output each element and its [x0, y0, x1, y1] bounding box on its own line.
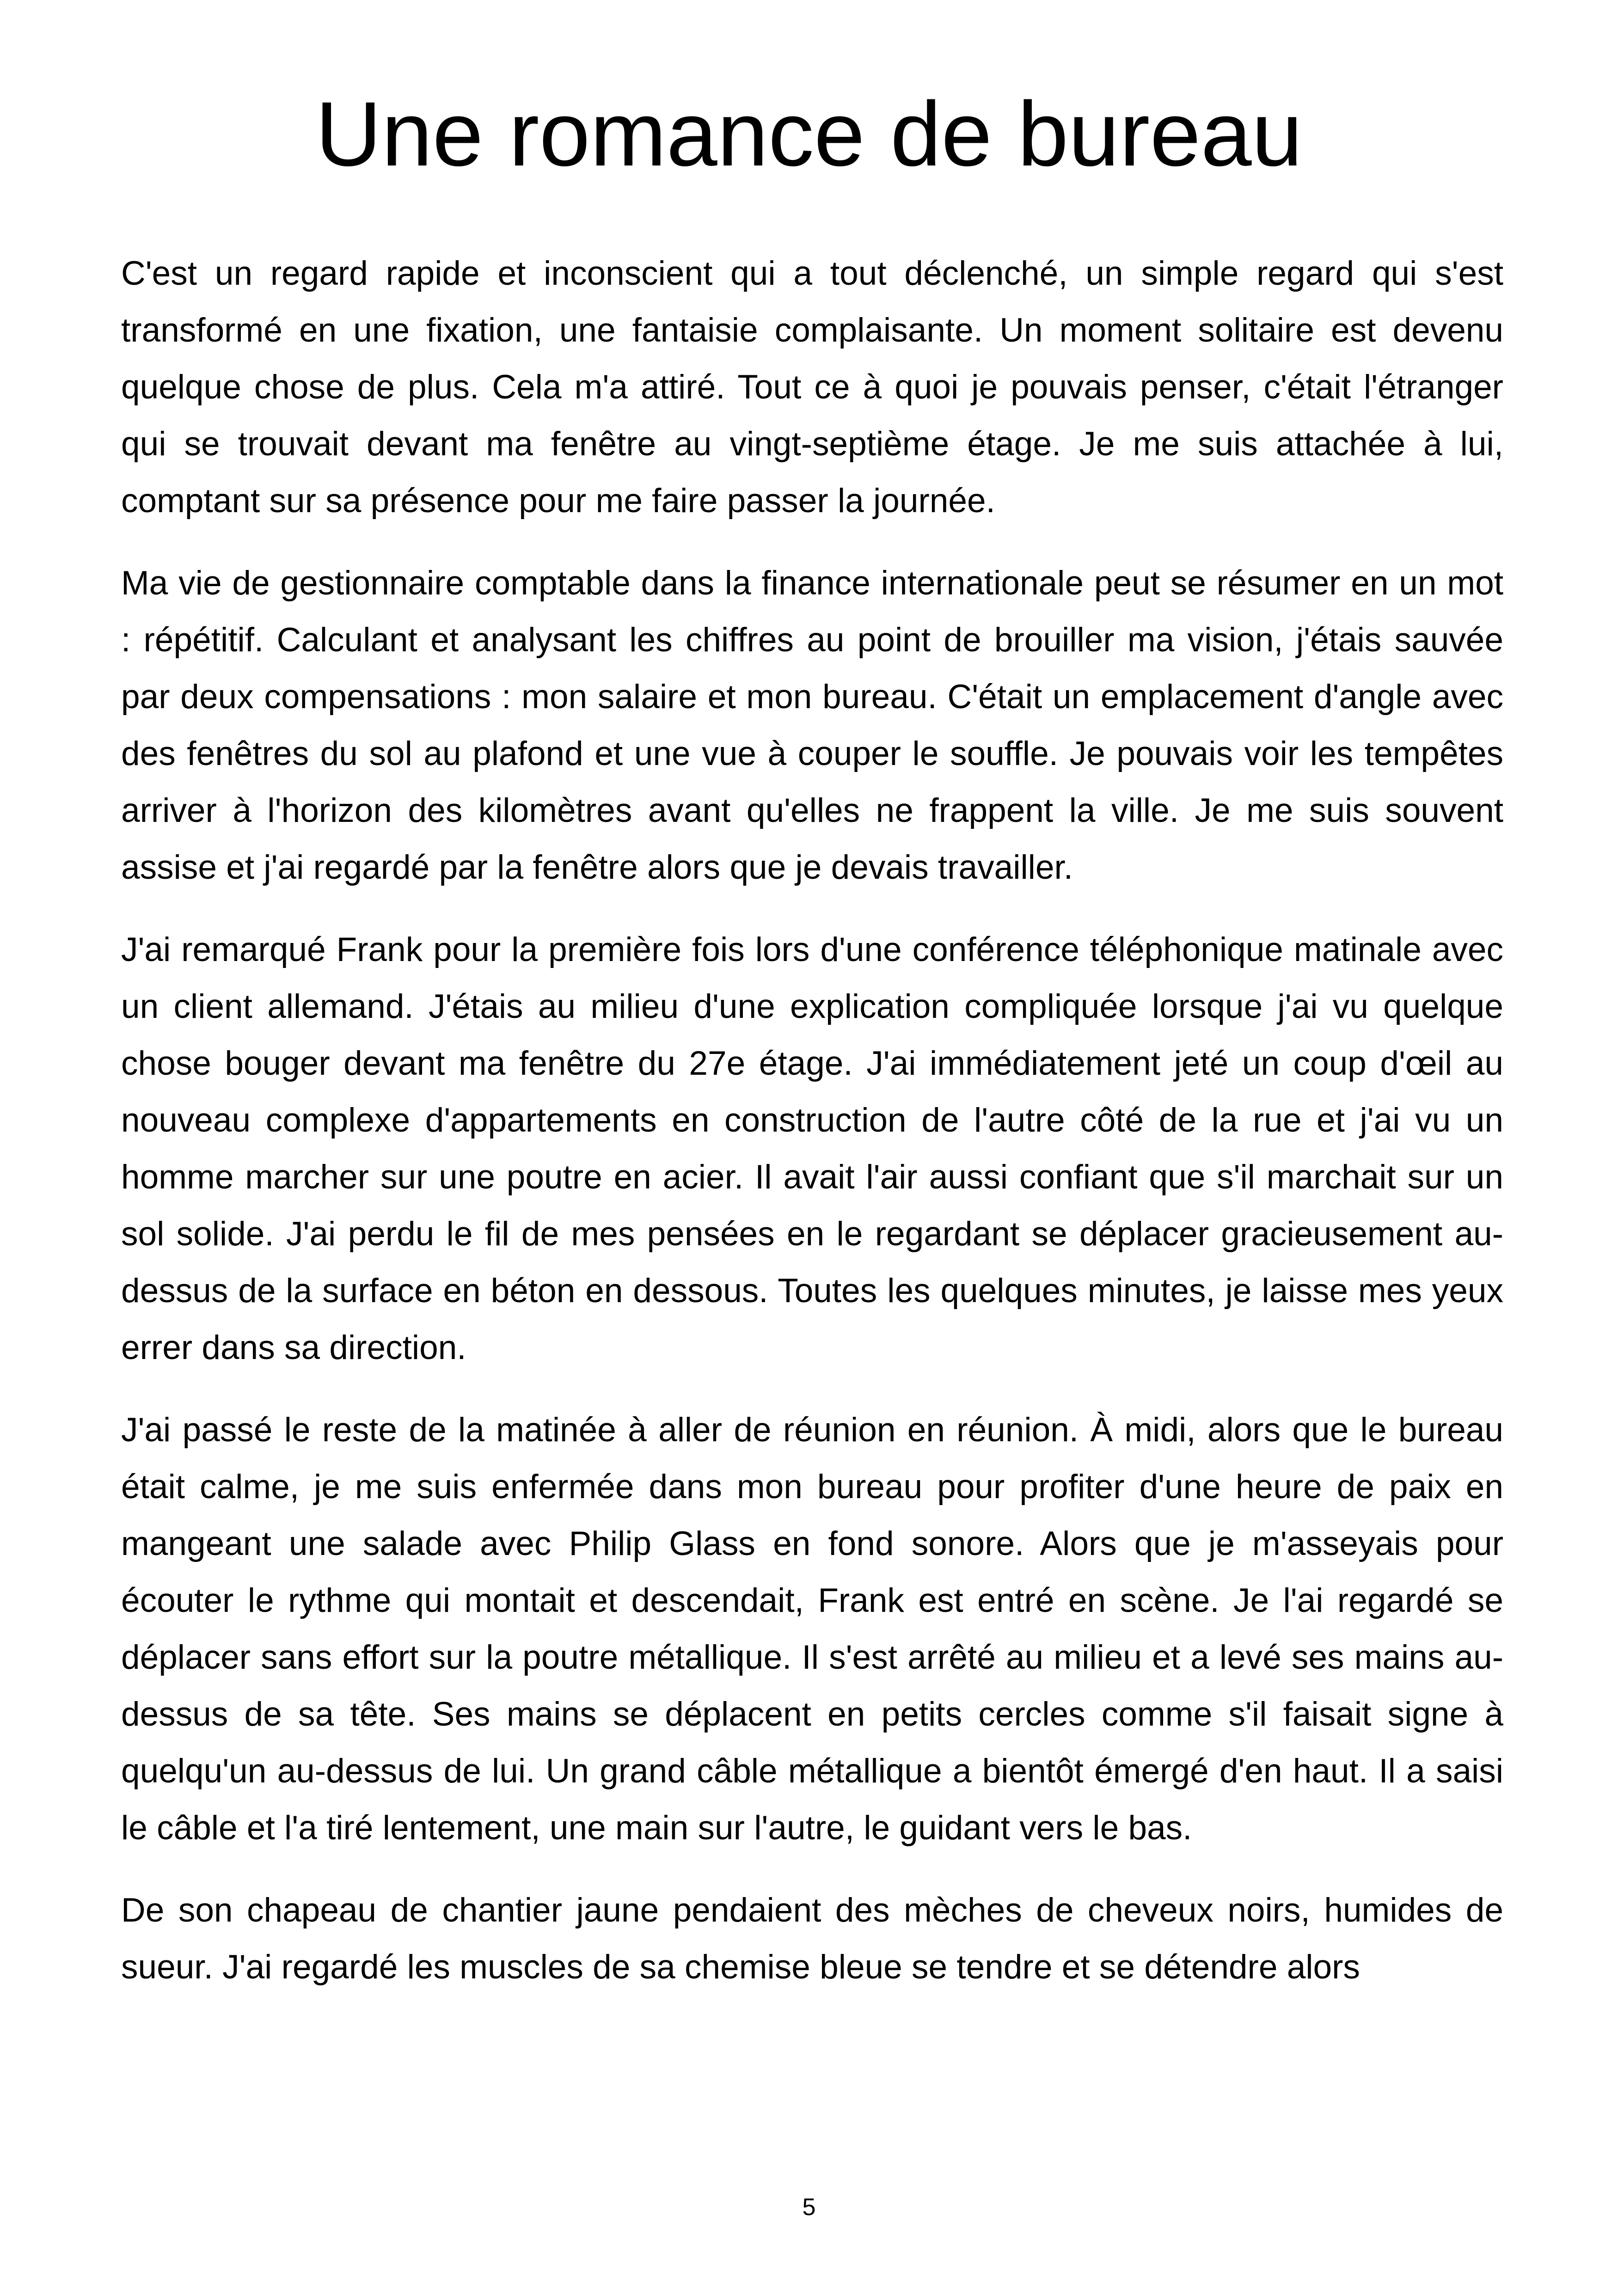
body-text	[121, 245, 1503, 2021]
paragraph-5: De son chapeau de chantier jaune pendaient des mèches de cheveux noirs, humides de sueur. J'ai regardé les muscles de sa chemise bleue se tendre et se détendre alors	[121, 1892, 1503, 1986]
paragraph-2: Ma vie de gestionnaire comptable dans la finance internationale peut se résumer en un mot : répétitif. Calculant et analysant les chiffres au point de brouiller ma vision, j'étais sauvée par deux compensations : mon salaire et mon bureau. C'était un emplacement d'angle avec des fenêtres du sol au plafond et une vue à couper le souffle. Je pouvais voir les tempêtes arriver à l'horizon des kilomètres avant qu'elles ne frappent la ville. Je me suis souvent assise et j'ai regardé par la fenêtre alors que je devais travailler.	[121, 564, 1503, 886]
page-number: 5	[802, 2194, 816, 2221]
paragraph-4: J'ai passé le reste de la matinée à aller de réunion en réunion. À midi, alors que le bureau était calme, je me suis enfermée dans mon bureau pour profiter d'une heure de paix en mangeant une salade avec Philip Glass en fond sonore. Alors que je m'asseyais pour écouter le rythme qui montait et descendait, Frank est entré en scène. Je l'ai regardé se déplacer sans effort sur la poutre métallique. Il s'est arrêté au milieu et a levé ses mains au-dessus de sa tête. Ses mains se déplacent en petits cercles comme s'il faisait signe à quelqu'un au-dessus de lui. Un grand câble métallique a bientôt émergé d'en haut. Il a saisi le câble et l'a tiré lentement, une main sur l'autre, le guidant vers le bas.	[121, 1411, 1503, 1847]
page-title: Une romance de bureau	[315, 83, 1303, 185]
paragraph-1: C'est un regard rapide et inconscient qui a tout déclenché, un simple regard qui s'est transformé en une fixation, une fantaisie complaisante. Un moment solitaire est devenu quelque chose de plus. Cela m'a attiré. Tout ce à quoi je pouvais penser, c'était l'étranger qui se trouvait devant ma fenêtre au vingt-septième étage. Je me suis attachée à lui, comptant sur sa présence pour me faire passer la journée.	[121, 255, 1503, 520]
paragraph-3: J'ai remarqué Frank pour la première fois lors d'une conférence téléphonique matinale avec un client allemand. J'étais au milieu d'une explication compliquée lorsque j'ai vu quelque chose bouger devant ma fenêtre du 27e étage. J'ai immédiatement jeté un coup d'œil au nouveau complexe d'appartements en construction de l'autre côté de la rue et j'ai vu un homme marcher sur une poutre en acier. Il avait l'air aussi confiant que s'il marchait sur un sol solide. J'ai perdu le fil de mes pensées en le regardant se déplacer gracieusement au-dessus de la surface en béton en dessous. Toutes les quelques minutes, je laisse mes yeux errer dans sa direction.	[121, 931, 1503, 1366]
